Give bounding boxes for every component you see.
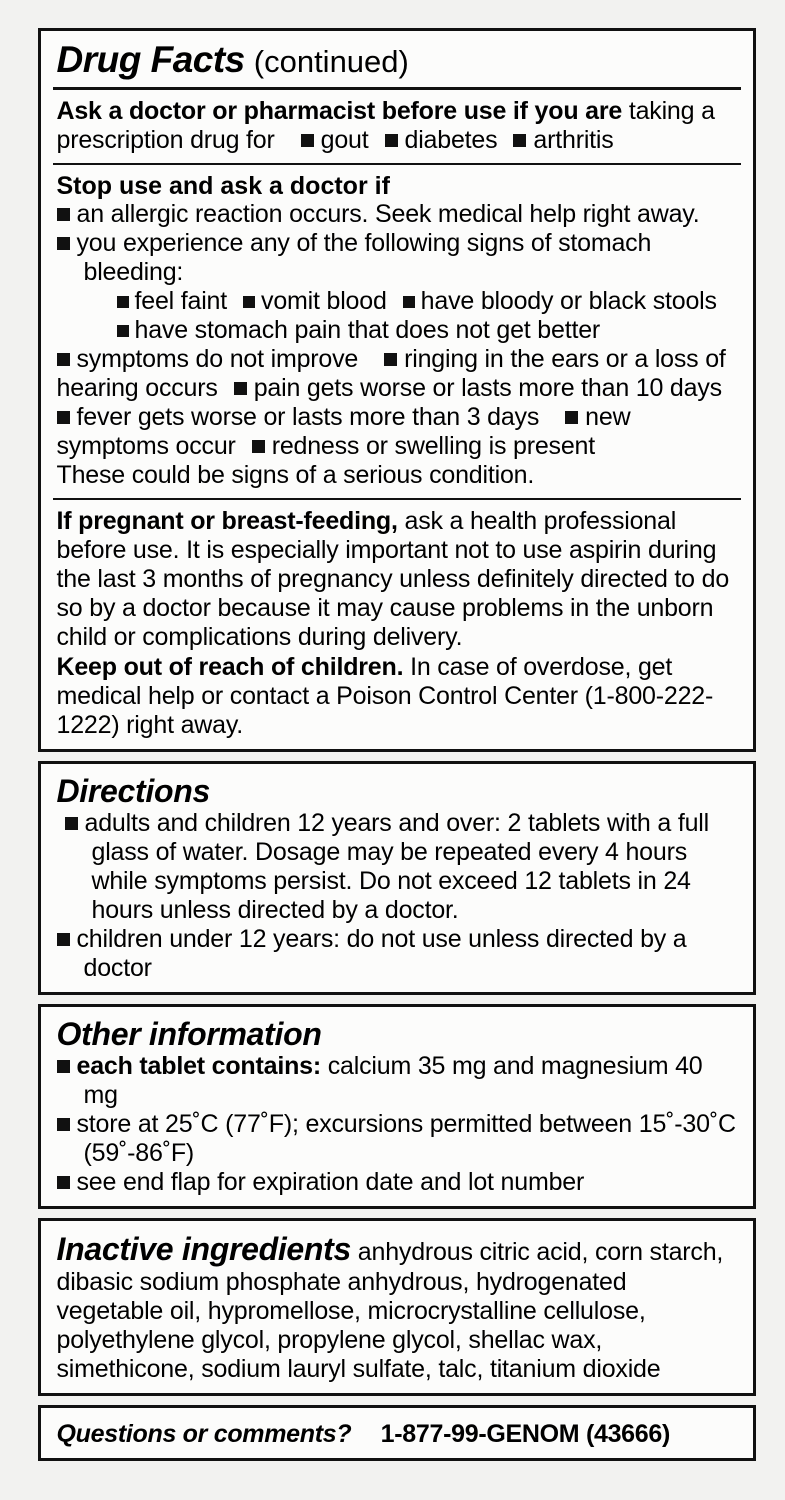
ask-doctor-item-gout [301,126,369,154]
questions-label: Questions or comments? [56,1420,352,1449]
stop-use-bullet-text: an allergic reaction occurs. Seek medical help right away. [76,200,700,228]
questions-phone[interactable]: 1-877-99-GENOM (43666) [380,1420,671,1449]
ask-doctor-item-label: gout [320,126,369,154]
stop-use-subbullets-row-1 [57,287,739,316]
stop-use-subbullet-text: feel faint [134,287,228,315]
pregnancy-section [53,505,741,743]
other-information-heading: Other information [56,1016,322,1053]
directions-section [53,772,741,986]
square-bullet-icon [57,1118,70,1131]
other-info-bullet-contains [57,1052,739,1110]
square-bullet-icon [117,296,129,308]
spacer [30,752,763,761]
inactive-ingredients-body: anhydrous citric acid, corn starch, dibasic sodium phosphate anhydrous, hydrogenated vegetable oil, hypromellose, microcrystalline cellulose, polyethylene glycol, propylene glycol, shellac wax, simethicone, sodium lauryl sulfate, talc, titanium dioxide [56,1238,724,1384]
square-bullet-icon [117,325,129,337]
stop-use-bullet-text: new symptoms occur [56,403,631,460]
stop-use-subbullet-text: have stomach pain that does not get better [134,316,601,344]
continued-label: (continued) [253,44,409,79]
directions-bullet-text: children under 12 years: do not use unless directed by a doctor [76,925,687,983]
square-bullet-icon [243,296,255,308]
directions-bullet-text: adults and children 12 years and over: 2 tablets with a full glass of water. Dosage may be repeated every 4 hours while symptoms persist. Do not exceed 12 tablets in 24 hours unless directed by a doctor. [84,809,709,925]
drug-facts-header [53,39,741,82]
square-bullet-icon [513,134,526,147]
square-bullet-icon [565,411,578,424]
inactive-ingredients-section [53,1229,741,1387]
ask-doctor-item-label: arthritis [533,126,614,154]
stop-use-flow-bullets [57,345,739,403]
stop-use-subbullet-vomit-blood [243,287,387,315]
ask-doctor-section [53,95,741,158]
other-info-bullet-bold: each tablet contains: [76,1052,321,1081]
ask-doctor-item-label: diabetes [404,126,498,154]
stop-use-heading: Stop use and ask a doctor if [56,172,390,200]
stop-use-section [53,170,741,493]
stop-use-bullet-text: symptoms do not improve [76,345,359,373]
spacer [30,1209,763,1218]
square-bullet-icon [65,817,78,830]
square-bullet-icon [57,237,70,250]
other-info-bullet-text: store at 25˚C (77˚F); excursions permitted between 15˚-30˚C (59˚-86˚F) [76,1110,736,1168]
page-title: Drug Facts [56,39,245,80]
other-info-bullet-storage [57,1110,739,1168]
directions-panel [38,761,756,995]
children-bold-lead: Keep out of reach of children. [56,653,404,681]
stop-use-bullet-text: pain gets worse or lasts more than 10 days [253,374,722,402]
stop-use-subbullets-row-2 [57,316,739,345]
questions-panel[interactable] [38,1405,756,1461]
stop-use-bullet-bleeding [57,229,739,287]
spacer [30,1396,763,1405]
stop-use-flow-bullets-2 [57,403,739,461]
pregnancy-body: ask a health professional before use. It is especially important not to use aspirin during the last 3 months of pregnancy unless definitely directed to do so by a doctor because it may cause problems in the unborn child or complications during delivery. [56,507,730,651]
children-text [57,653,739,740]
ask-doctor-lead: taking a prescription drug for [56,97,715,154]
square-bullet-icon [234,382,247,395]
questions-row [53,1416,741,1452]
square-bullet-icon [301,134,314,147]
stop-use-bullet-text: ringing in the ears or a loss of hearing occurs [56,345,726,402]
ask-doctor-item-diabetes [385,126,498,154]
ask-doctor-heading: Ask a doctor or pharmacist before use if you are [56,97,623,125]
square-bullet-icon [385,134,398,147]
square-bullet-icon [57,1060,70,1073]
other-info-bullet-text: calcium 35 mg and magnesium 40 mg [83,1052,703,1110]
divider [53,163,741,165]
stop-use-subbullet-bloody-stools [403,287,717,315]
stop-use-closing: These could be signs of a serious condition. [56,461,535,489]
stop-use-bullet-text: redness or swelling is present [271,432,596,460]
square-bullet-icon [252,440,265,453]
directions-bullet-adults [57,809,739,925]
pregnancy-bold-lead: If pregnant or breast-feeding, [56,507,398,535]
stop-use-subbullet-stomach-pain [117,316,601,344]
inactive-ingredients-text [57,1231,739,1384]
square-bullet-icon [384,353,397,366]
spacer [30,995,763,1004]
directions-bullet-children [57,925,739,983]
directions-heading: Directions [56,773,210,809]
stop-use-subbullet-text: vomit blood [261,287,387,315]
stop-use-bullet-text: you experience any of the following signs of stomach bleeding: [76,229,652,286]
square-bullet-icon [57,933,70,946]
square-bullet-icon [57,353,70,366]
square-bullet-icon [57,208,70,221]
square-bullet-icon [57,1176,70,1189]
pregnancy-text [57,507,739,652]
warnings-panel [38,28,756,752]
other-information-section [53,1015,741,1200]
children-body: In case of overdose, get medical help or contact a Poison Control Center (1-800-222-1222) right away. [56,653,714,739]
other-information-panel [38,1004,756,1209]
other-info-bullet-endflap [57,1168,739,1197]
stop-use-subbullet-text: have bloody or black stools [420,287,717,315]
square-bullet-icon [57,411,70,424]
stop-use-bullet-allergic [57,200,739,229]
inactive-ingredients-panel [38,1218,756,1396]
divider [53,498,741,500]
stop-use-bullet-text: fever gets worse or lasts more than 3 days [76,403,540,431]
ask-doctor-item-arthritis [513,126,613,154]
inactive-ingredients-heading: Inactive ingredients [56,1231,352,1268]
divider [53,87,741,90]
stop-use-subbullet-feel-faint [117,287,228,315]
square-bullet-icon [403,296,415,308]
other-info-bullet-text: see end flap for expiration date and lot number [76,1168,585,1197]
ask-doctor-text [57,97,739,155]
